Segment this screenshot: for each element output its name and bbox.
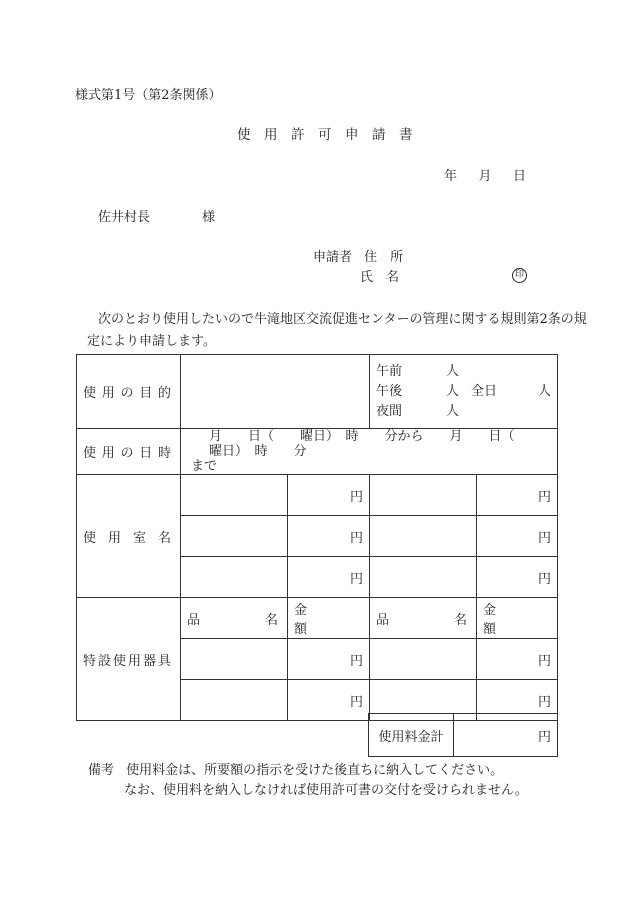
date-value-line-1: 月 日（ 曜日） 時 分から 月 日（ 曜日） 時 分 bbox=[209, 429, 541, 459]
item-header: 品 名 bbox=[181, 598, 288, 639]
room-name-input[interactable] bbox=[181, 557, 288, 598]
room-fee-cell[interactable] bbox=[288, 475, 370, 516]
notes-line-1 bbox=[88, 759, 503, 778]
room-fee-cell[interactable] bbox=[477, 475, 558, 516]
applicant-label: 申請者 bbox=[313, 250, 353, 265]
yen-unit: 円 bbox=[537, 694, 551, 710]
date-value-line-2: まで bbox=[191, 459, 218, 474]
addressee bbox=[98, 206, 215, 225]
addressee-name: 佐井村長 bbox=[98, 210, 151, 225]
total-label: 使用料金計 bbox=[378, 729, 444, 745]
room-name-input[interactable] bbox=[370, 475, 477, 516]
room-name-input[interactable] bbox=[181, 516, 288, 557]
amount-header: 金 額 bbox=[288, 598, 370, 639]
seal-mark bbox=[512, 266, 527, 283]
night-label: 夜間 bbox=[376, 403, 403, 419]
night-unit: 人 bbox=[446, 403, 460, 419]
room-fee-cell[interactable] bbox=[288, 557, 370, 598]
month-label: 月 bbox=[478, 169, 492, 184]
equipment-fee-cell[interactable] bbox=[477, 639, 558, 680]
afternoon-label: 午後 bbox=[376, 383, 403, 399]
afternoon-count bbox=[376, 382, 551, 402]
yen-unit: 円 bbox=[537, 571, 551, 587]
total-fee-table bbox=[368, 713, 558, 757]
yen-unit: 円 bbox=[349, 571, 363, 587]
year-label: 年 bbox=[444, 169, 458, 184]
date-label: 使 用 の 日 時 bbox=[83, 446, 171, 461]
body-text-line-1: 次のとおり使用したいので牛滝地区交流促進センターの管理に関する規則第2条の規 bbox=[98, 312, 587, 327]
amount-header: 金 額 bbox=[477, 598, 558, 639]
notes-label: 備考 bbox=[88, 763, 115, 778]
yen-unit: 円 bbox=[349, 653, 363, 669]
item-header: 品 名 bbox=[370, 598, 477, 639]
equipment-fee-cell[interactable] bbox=[288, 639, 370, 680]
addressee-honorific: 様 bbox=[202, 210, 216, 225]
room-label-cell bbox=[77, 475, 181, 598]
room-name-input[interactable] bbox=[370, 557, 477, 598]
form-number: 様式第1号（第2条関係） bbox=[75, 88, 222, 103]
notes-text-2: なお、使用料を納入しなければ使用許可書の交付を受けられません。 bbox=[124, 783, 528, 798]
room-name-input[interactable] bbox=[181, 475, 288, 516]
body-text-line-2: 定により申請します。 bbox=[87, 334, 216, 349]
room-name-input[interactable] bbox=[370, 516, 477, 557]
yen-unit: 円 bbox=[537, 729, 551, 745]
room-fee-cell[interactable] bbox=[288, 516, 370, 557]
morning-unit: 人 bbox=[446, 363, 460, 379]
date-label-cell bbox=[77, 429, 181, 475]
full-day-label: 全日 bbox=[471, 383, 498, 399]
applicant-address bbox=[313, 246, 403, 265]
room-fee-cell[interactable] bbox=[477, 516, 558, 557]
morning-label: 午前 bbox=[376, 363, 403, 379]
total-fee-cell[interactable] bbox=[454, 714, 558, 757]
document-title: 使 用 許 可 申 請 書 bbox=[237, 127, 413, 143]
equipment-label-cell bbox=[77, 598, 181, 721]
headcount-cell bbox=[370, 355, 558, 429]
yen-unit: 円 bbox=[537, 653, 551, 669]
night-count bbox=[376, 402, 551, 422]
notes-text-1: 使用料金は、所要額の指示を受けた後直ちに納入してください。 bbox=[126, 763, 504, 778]
room-fee-cell[interactable] bbox=[477, 557, 558, 598]
seal-icon: 印 bbox=[512, 268, 527, 283]
application-form-table bbox=[76, 354, 558, 721]
address-label: 住 所 bbox=[364, 250, 404, 265]
afternoon-unit: 人 bbox=[446, 383, 460, 399]
total-label-cell bbox=[369, 714, 454, 757]
applicant-name-label: 氏 名 bbox=[360, 270, 400, 285]
equipment-name-input[interactable] bbox=[181, 680, 288, 721]
yen-unit: 円 bbox=[349, 530, 363, 546]
purpose-label-cell bbox=[77, 355, 181, 429]
yen-unit: 円 bbox=[537, 530, 551, 546]
equipment-fee-cell[interactable] bbox=[288, 680, 370, 721]
room-label: 使 用 室 名 bbox=[83, 530, 171, 546]
purpose-label: 使 用 の 目 的 bbox=[83, 386, 171, 401]
date-value-cell[interactable] bbox=[181, 429, 558, 475]
yen-unit: 円 bbox=[537, 489, 551, 505]
equipment-name-input[interactable] bbox=[181, 639, 288, 680]
equipment-name-input[interactable] bbox=[370, 639, 477, 680]
yen-unit: 円 bbox=[349, 489, 363, 505]
day-label: 日 bbox=[512, 169, 526, 184]
yen-unit: 円 bbox=[349, 694, 363, 710]
morning-count bbox=[376, 362, 551, 382]
equipment-label: 特 設 使 用 器 具 bbox=[83, 653, 171, 669]
date-line bbox=[444, 165, 526, 184]
purpose-input[interactable] bbox=[181, 355, 370, 429]
full-day-unit: 人 bbox=[537, 383, 551, 399]
